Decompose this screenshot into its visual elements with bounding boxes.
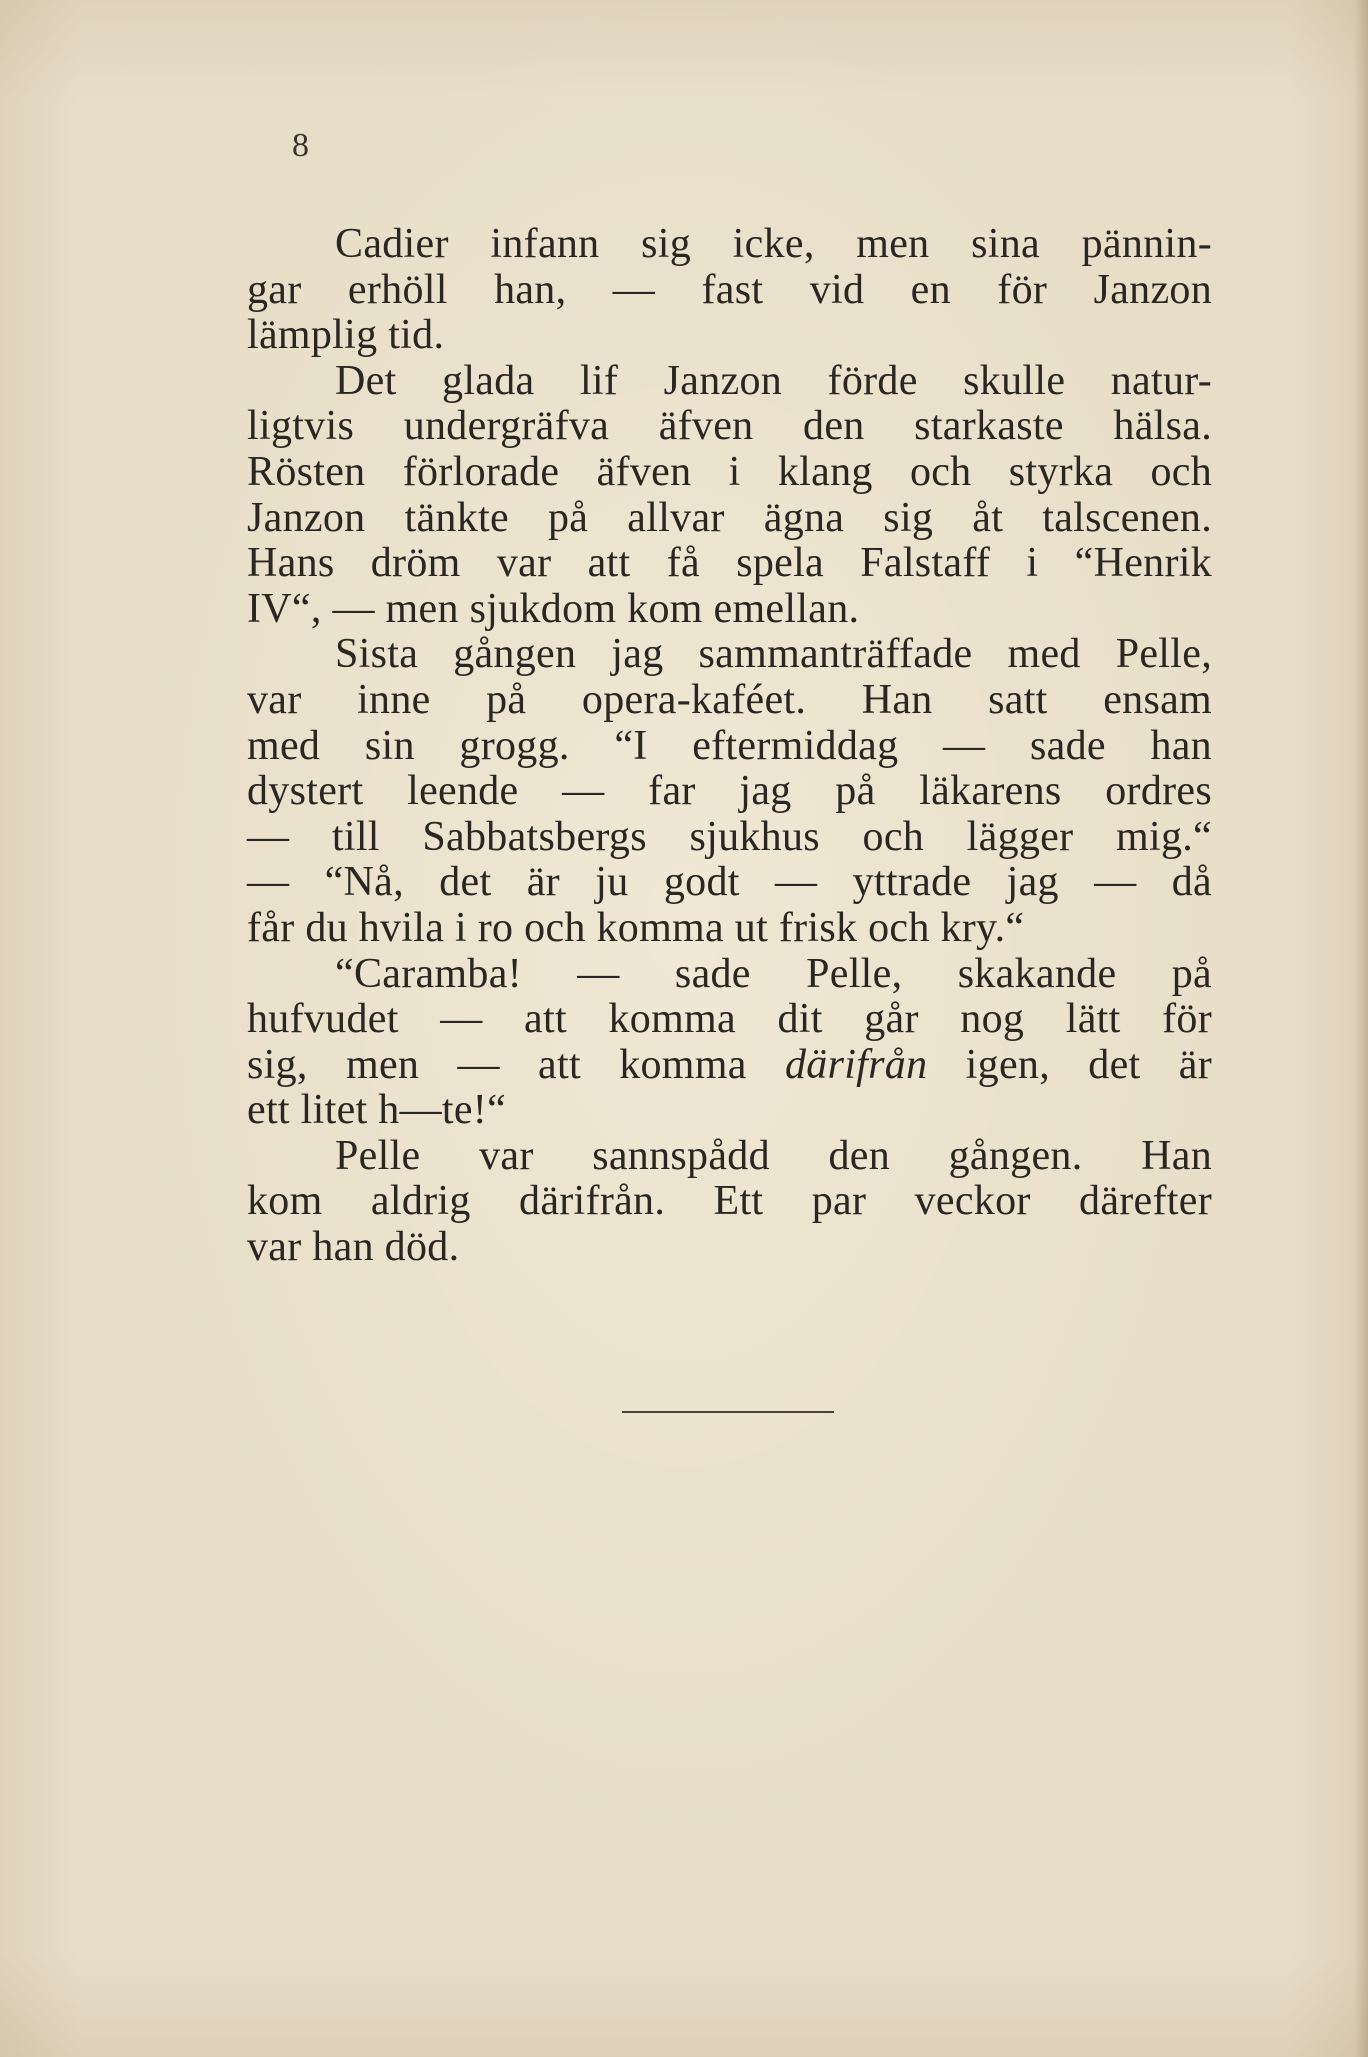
page-edge-shadow (1354, 0, 1368, 2057)
text-line: dystert leende — far jag på läkarens ordres (247, 768, 1212, 815)
paragraph-4 (247, 952, 1212, 1134)
page-number: 8 (292, 127, 309, 164)
text-line: Rösten förlorade äfven i klang och styrka och (247, 448, 1212, 495)
text-line: lämplig tid. (247, 312, 445, 359)
text-line: kom aldrig därifrån. Ett par veckor därefter (247, 1178, 1212, 1225)
paragraph-1 (247, 222, 1212, 359)
text-line: Hans dröm var att få spela Falstaff i “Henrik (247, 540, 1212, 587)
text-line: får du hvila i ro och komma ut frisk och kry.“ (247, 904, 1025, 951)
text-line: — till Sabbatsbergs sjukhus och lägger mig.“ (247, 813, 1212, 860)
paragraph-5 (247, 1134, 1212, 1271)
text-line: Cadier infann sig icke, men sina pännin- (335, 221, 1212, 267)
body-text (247, 222, 1212, 1271)
text-line: Det glada lif Janzon förde skulle natur- (335, 357, 1212, 404)
text-line: IV“, — men sjukdom kom emellan. (247, 585, 860, 632)
text-line-with-italic (247, 1043, 1212, 1089)
text-line: Pelle var sannspådd den gången. Han (335, 1132, 1212, 1179)
paragraph-3 (247, 632, 1212, 951)
text-line: ett litet h—te!“ (247, 1087, 507, 1134)
paragraph-2 (247, 359, 1212, 633)
text-line: ligtvis undergräfva äfven den starkaste hälsa. (247, 403, 1212, 450)
text-line: Sista gången jag sammanträffade med Pelle, (335, 631, 1212, 678)
text-line: med sin grogg. “I eftermiddag — sade han (247, 722, 1212, 769)
italic-word: därifrån (784, 1041, 928, 1088)
text-line: var inne på opera-kaféet. Han satt ensam (247, 676, 1212, 723)
text-line: Janzon tänkte på allvar ägna sig åt talscenen. (247, 494, 1212, 541)
text-line: — “Nå, det är ju godt — yttrade jag — då (247, 859, 1212, 906)
text-segment: sig, men — att komma (247, 1041, 785, 1088)
text-line: “Caramba! — sade Pelle, skakande på (335, 950, 1212, 997)
text-segment: igen, det är (927, 1041, 1212, 1088)
text-line: var han död. (247, 1224, 460, 1271)
text-line: gar erhöll han, — fast vid en för Janzon (247, 266, 1212, 313)
section-divider-rule (622, 1411, 834, 1413)
text-line: hufvudet — att komma dit går nog lätt för (247, 996, 1212, 1043)
